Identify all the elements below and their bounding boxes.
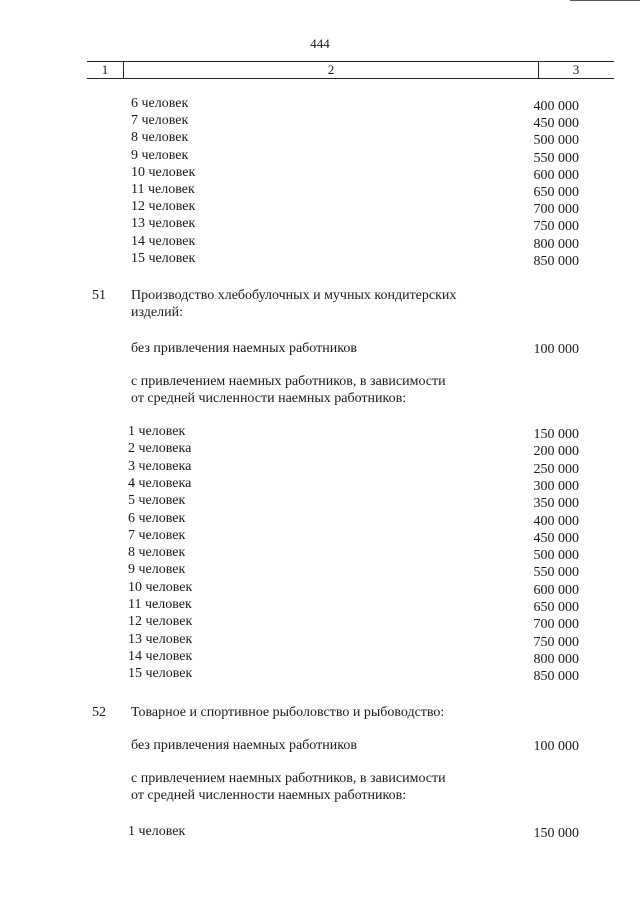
item-52-no-workers-amount: 100 000 xyxy=(533,739,579,754)
row-amount: 350 000 xyxy=(533,496,579,512)
row-count: 6 человек xyxy=(128,510,186,526)
row-amount: 850 000 xyxy=(533,669,579,685)
row-count: 8 человек xyxy=(131,130,189,146)
row-count: 6 человек xyxy=(131,96,189,111)
table-header xyxy=(87,61,614,79)
row-amount: 150 000 xyxy=(533,826,579,841)
row-count: 13 человек xyxy=(131,216,196,232)
row-amount: 700 000 xyxy=(533,617,579,633)
row-count: 15 человек xyxy=(131,250,196,266)
row-count: 13 человек xyxy=(128,631,193,647)
row-amount: 550 000 xyxy=(533,150,579,166)
row-amount: 150 000 xyxy=(533,427,579,442)
row-count: 15 человек xyxy=(128,666,193,682)
row-amount: 500 000 xyxy=(533,133,579,149)
row-amount: 650 000 xyxy=(533,600,579,615)
row-amount: 650 000 xyxy=(533,185,579,200)
row-count: 2 человека xyxy=(128,441,192,457)
row-amount: 750 000 xyxy=(533,219,579,235)
row-amount: 450 000 xyxy=(533,530,579,546)
row-amount: 450 000 xyxy=(533,116,579,132)
item-51-title-line2: изделий: xyxy=(131,305,183,320)
row-count: 4 человека xyxy=(128,475,192,491)
row-amount: 300 000 xyxy=(533,478,579,494)
row-amount: 250 000 xyxy=(533,461,579,477)
row-count: 11 человек xyxy=(128,597,192,612)
header-col-2: 2 xyxy=(123,62,539,78)
row-amount: 800 000 xyxy=(533,651,579,667)
item-51-title-line1: Производство хлебобулочных и мучных кондитерских xyxy=(131,288,457,303)
item-51-with-workers-line2: от средней численности наемных работников: xyxy=(131,391,407,406)
row-count: 1 человек xyxy=(128,824,186,839)
item-51-no-workers-label: без привлечения наемных работников xyxy=(131,341,357,356)
page-number: 444 xyxy=(310,36,330,51)
row-count: 7 человек xyxy=(131,113,189,129)
row-amount: 600 000 xyxy=(533,582,579,598)
row-count: 8 человек xyxy=(128,545,186,561)
row-amount: 700 000 xyxy=(533,202,579,218)
row-count: 5 человек xyxy=(128,493,186,509)
row-count: 9 человек xyxy=(128,562,186,578)
header-col-3: 3 xyxy=(572,62,580,77)
row-count: 7 человек xyxy=(128,527,186,543)
row-count: 9 человек xyxy=(131,147,189,163)
row-amount: 550 000 xyxy=(533,565,579,581)
header-col-1: 1 xyxy=(101,62,109,77)
row-amount: 200 000 xyxy=(533,444,579,460)
row-count: 12 человек xyxy=(128,614,193,630)
item-52-with-workers-line2: от средней численности наемных работников: xyxy=(131,788,407,803)
row-count: 10 человек xyxy=(128,579,193,595)
row-amount: 750 000 xyxy=(533,634,579,650)
item-51-no-workers-amount: 100 000 xyxy=(533,342,579,357)
item-52-with-workers-line1: с привлечением наемных работников, в зависимости xyxy=(131,771,446,786)
row-count: 12 человек xyxy=(131,199,196,215)
row-count: 14 человек xyxy=(131,233,196,249)
row-count: 3 человека xyxy=(128,458,192,474)
row-amount: 500 000 xyxy=(533,548,579,564)
item-52-number: 52 xyxy=(92,705,106,720)
row-count: 11 человек xyxy=(131,182,195,197)
row-amount: 400 000 xyxy=(533,513,579,529)
row-amount: 800 000 xyxy=(533,236,579,252)
item-51-number: 51 xyxy=(92,288,106,303)
item-51-with-workers-line1: с привлечением наемных работников, в зависимости xyxy=(131,374,446,389)
row-count: 10 человек xyxy=(131,164,196,180)
row-amount: 400 000 xyxy=(533,99,579,114)
row-amount: 850 000 xyxy=(533,253,579,269)
item-52-no-workers-label: без привлечения наемных работников xyxy=(131,738,357,753)
row-count: 14 человек xyxy=(128,648,193,664)
row-amount: 600 000 xyxy=(533,167,579,183)
corner-rule xyxy=(570,0,640,1)
row-count: 1 человек xyxy=(128,424,186,439)
item-52-title: Товарное и спортивное рыболовство и рыбоводство: xyxy=(131,705,445,720)
